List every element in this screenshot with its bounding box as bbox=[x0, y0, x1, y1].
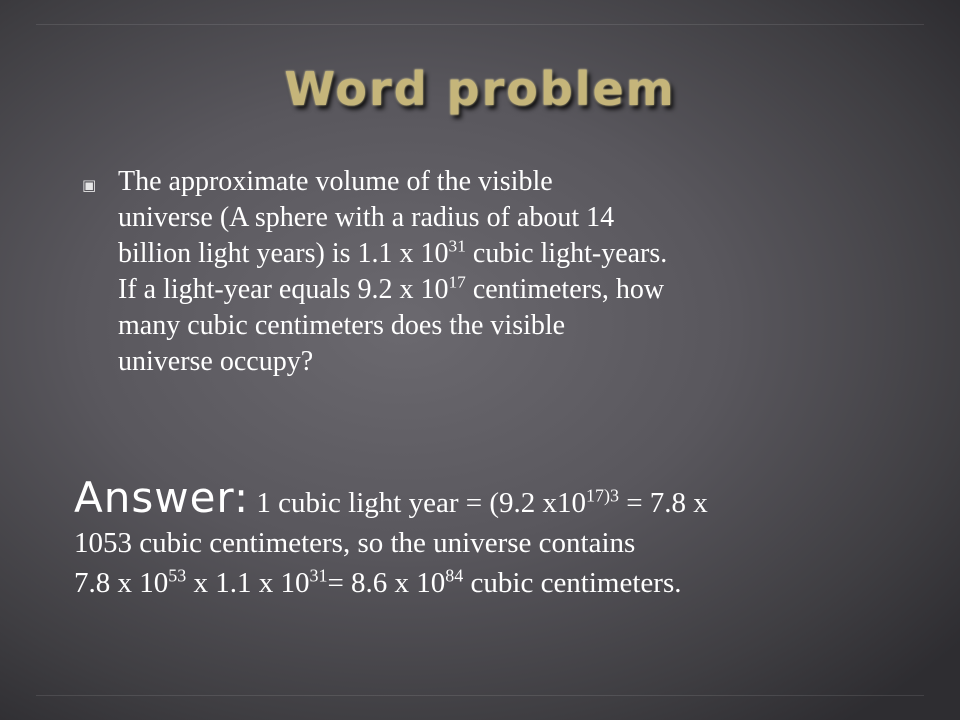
exponent: 31 bbox=[309, 565, 328, 586]
question-line: universe (A sphere with a radius of about 14 bbox=[118, 202, 615, 233]
question-bullet bbox=[82, 164, 852, 380]
answer-part: = 8.6 x 10 bbox=[327, 567, 446, 599]
question-line: centimeters, how bbox=[465, 274, 665, 305]
square-bullet-icon: ▣ bbox=[82, 176, 97, 194]
top-divider bbox=[36, 24, 924, 25]
answer-part: 1 cubic light year = (9.2 x10 bbox=[249, 487, 586, 519]
question-line: billion light years) is 1.1 x 10 bbox=[118, 238, 449, 269]
exponent: 17 bbox=[448, 272, 466, 292]
question-text bbox=[118, 164, 667, 380]
question-line: If a light-year equals 9.2 x 10 bbox=[118, 274, 449, 305]
bottom-divider bbox=[36, 695, 924, 696]
answer-part: cubic centimeters. bbox=[463, 567, 682, 599]
exponent: 17)3 bbox=[586, 485, 619, 506]
answer-part: = 7.8 x bbox=[618, 487, 708, 519]
answer-part: 1053 cubic centimeters, so the universe contains bbox=[74, 527, 636, 559]
exponent: 53 bbox=[168, 565, 187, 586]
question-line: The approximate volume of the visible bbox=[118, 166, 553, 197]
answer-part: 7.8 x 10 bbox=[74, 567, 169, 599]
answer-part: x 1.1 x 10 bbox=[186, 567, 310, 599]
answer-label: Answer: bbox=[74, 473, 250, 522]
exponent: 84 bbox=[445, 565, 464, 586]
slide-title: Word problem bbox=[284, 62, 676, 116]
answer-text bbox=[74, 473, 914, 603]
exponent: 31 bbox=[448, 236, 466, 256]
question-line: many cubic centimeters does the visible bbox=[118, 310, 566, 341]
question-line: cubic light-years. bbox=[465, 238, 668, 269]
question-line: universe occupy? bbox=[118, 346, 314, 377]
